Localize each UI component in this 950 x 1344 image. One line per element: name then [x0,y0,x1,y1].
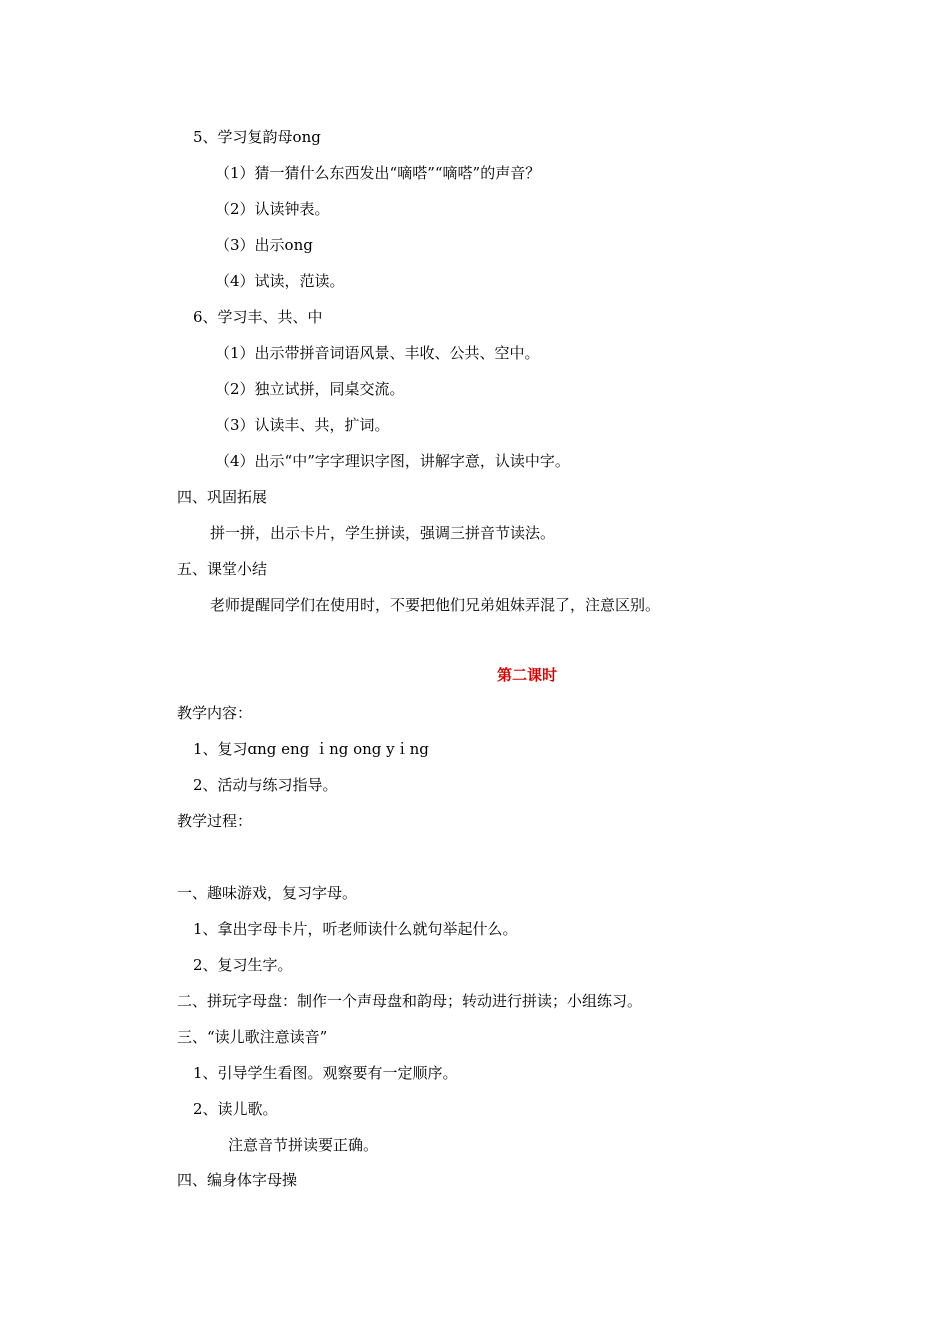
step-5-3: （3）出示ong [215,236,313,254]
process-1-item-1: 1、拿出字母卡片，听老师读什么就句举起什么。 [193,920,518,938]
lesson-title: 第二课时 [497,666,558,684]
content-item-2: 2、活动与练习指导。 [193,776,338,794]
process-3-heading: 三、“读儿歌注意读音” [177,1028,328,1046]
part-4-heading: 四、巩固拓展 [177,488,268,506]
section-6-heading: 6、学习丰、共、中 [193,308,323,326]
section-5-heading: 5、学习复韵母ong [193,128,321,146]
process-3-item-2: 2、读儿歌。 [193,1100,278,1118]
step-6-2: （2）独立试拼，同桌交流。 [215,380,405,398]
step-5-2: （2）认读钟表。 [215,200,330,218]
step-5-1: （1）猜一猜什么东西发出“嘀嗒”“嘀嗒”的声音？ [215,164,541,182]
part-4-body: 拼一拼，出示卡片，学生拼读，强调三拼音节读法。 [210,524,556,542]
process-4-heading: 四、编身体字母操 [177,1171,298,1189]
process-2-heading: 二、拼玩字母盘：制作一个声母盘和韵母；转动进行拼读；小组练习。 [177,992,643,1010]
step-5-4: （4）试读，范读。 [215,272,345,290]
step-6-4: （4）出示“中”字字理识字图，讲解字意，认读中字。 [215,452,570,470]
content-item-1: 1、复习ɑng eng ｉng ong yｉng [193,740,429,758]
process-1-item-2: 2、复习生字。 [193,956,293,974]
teaching-content-label: 教学内容： [177,704,253,722]
process-3-item-1: 1、引导学生看图。观察要有一定顺序。 [193,1064,458,1082]
part-5-body: 老师提醒同学们在使用时，不要把他们兄弟姐妹弄混了，注意区别。 [210,596,661,614]
step-6-1: （1）出示带拼音词语风景、丰收、公共、空中。 [215,344,540,362]
part-5-heading: 五、课堂小结 [177,560,268,578]
teaching-process-label: 教学过程： [177,812,253,830]
process-3-note: 注意音节拼读要正确。 [228,1136,379,1154]
step-6-3: （3）认读丰、共，扩词。 [215,416,390,434]
process-1-heading: 一、趣味游戏，复习字母。 [177,884,358,902]
